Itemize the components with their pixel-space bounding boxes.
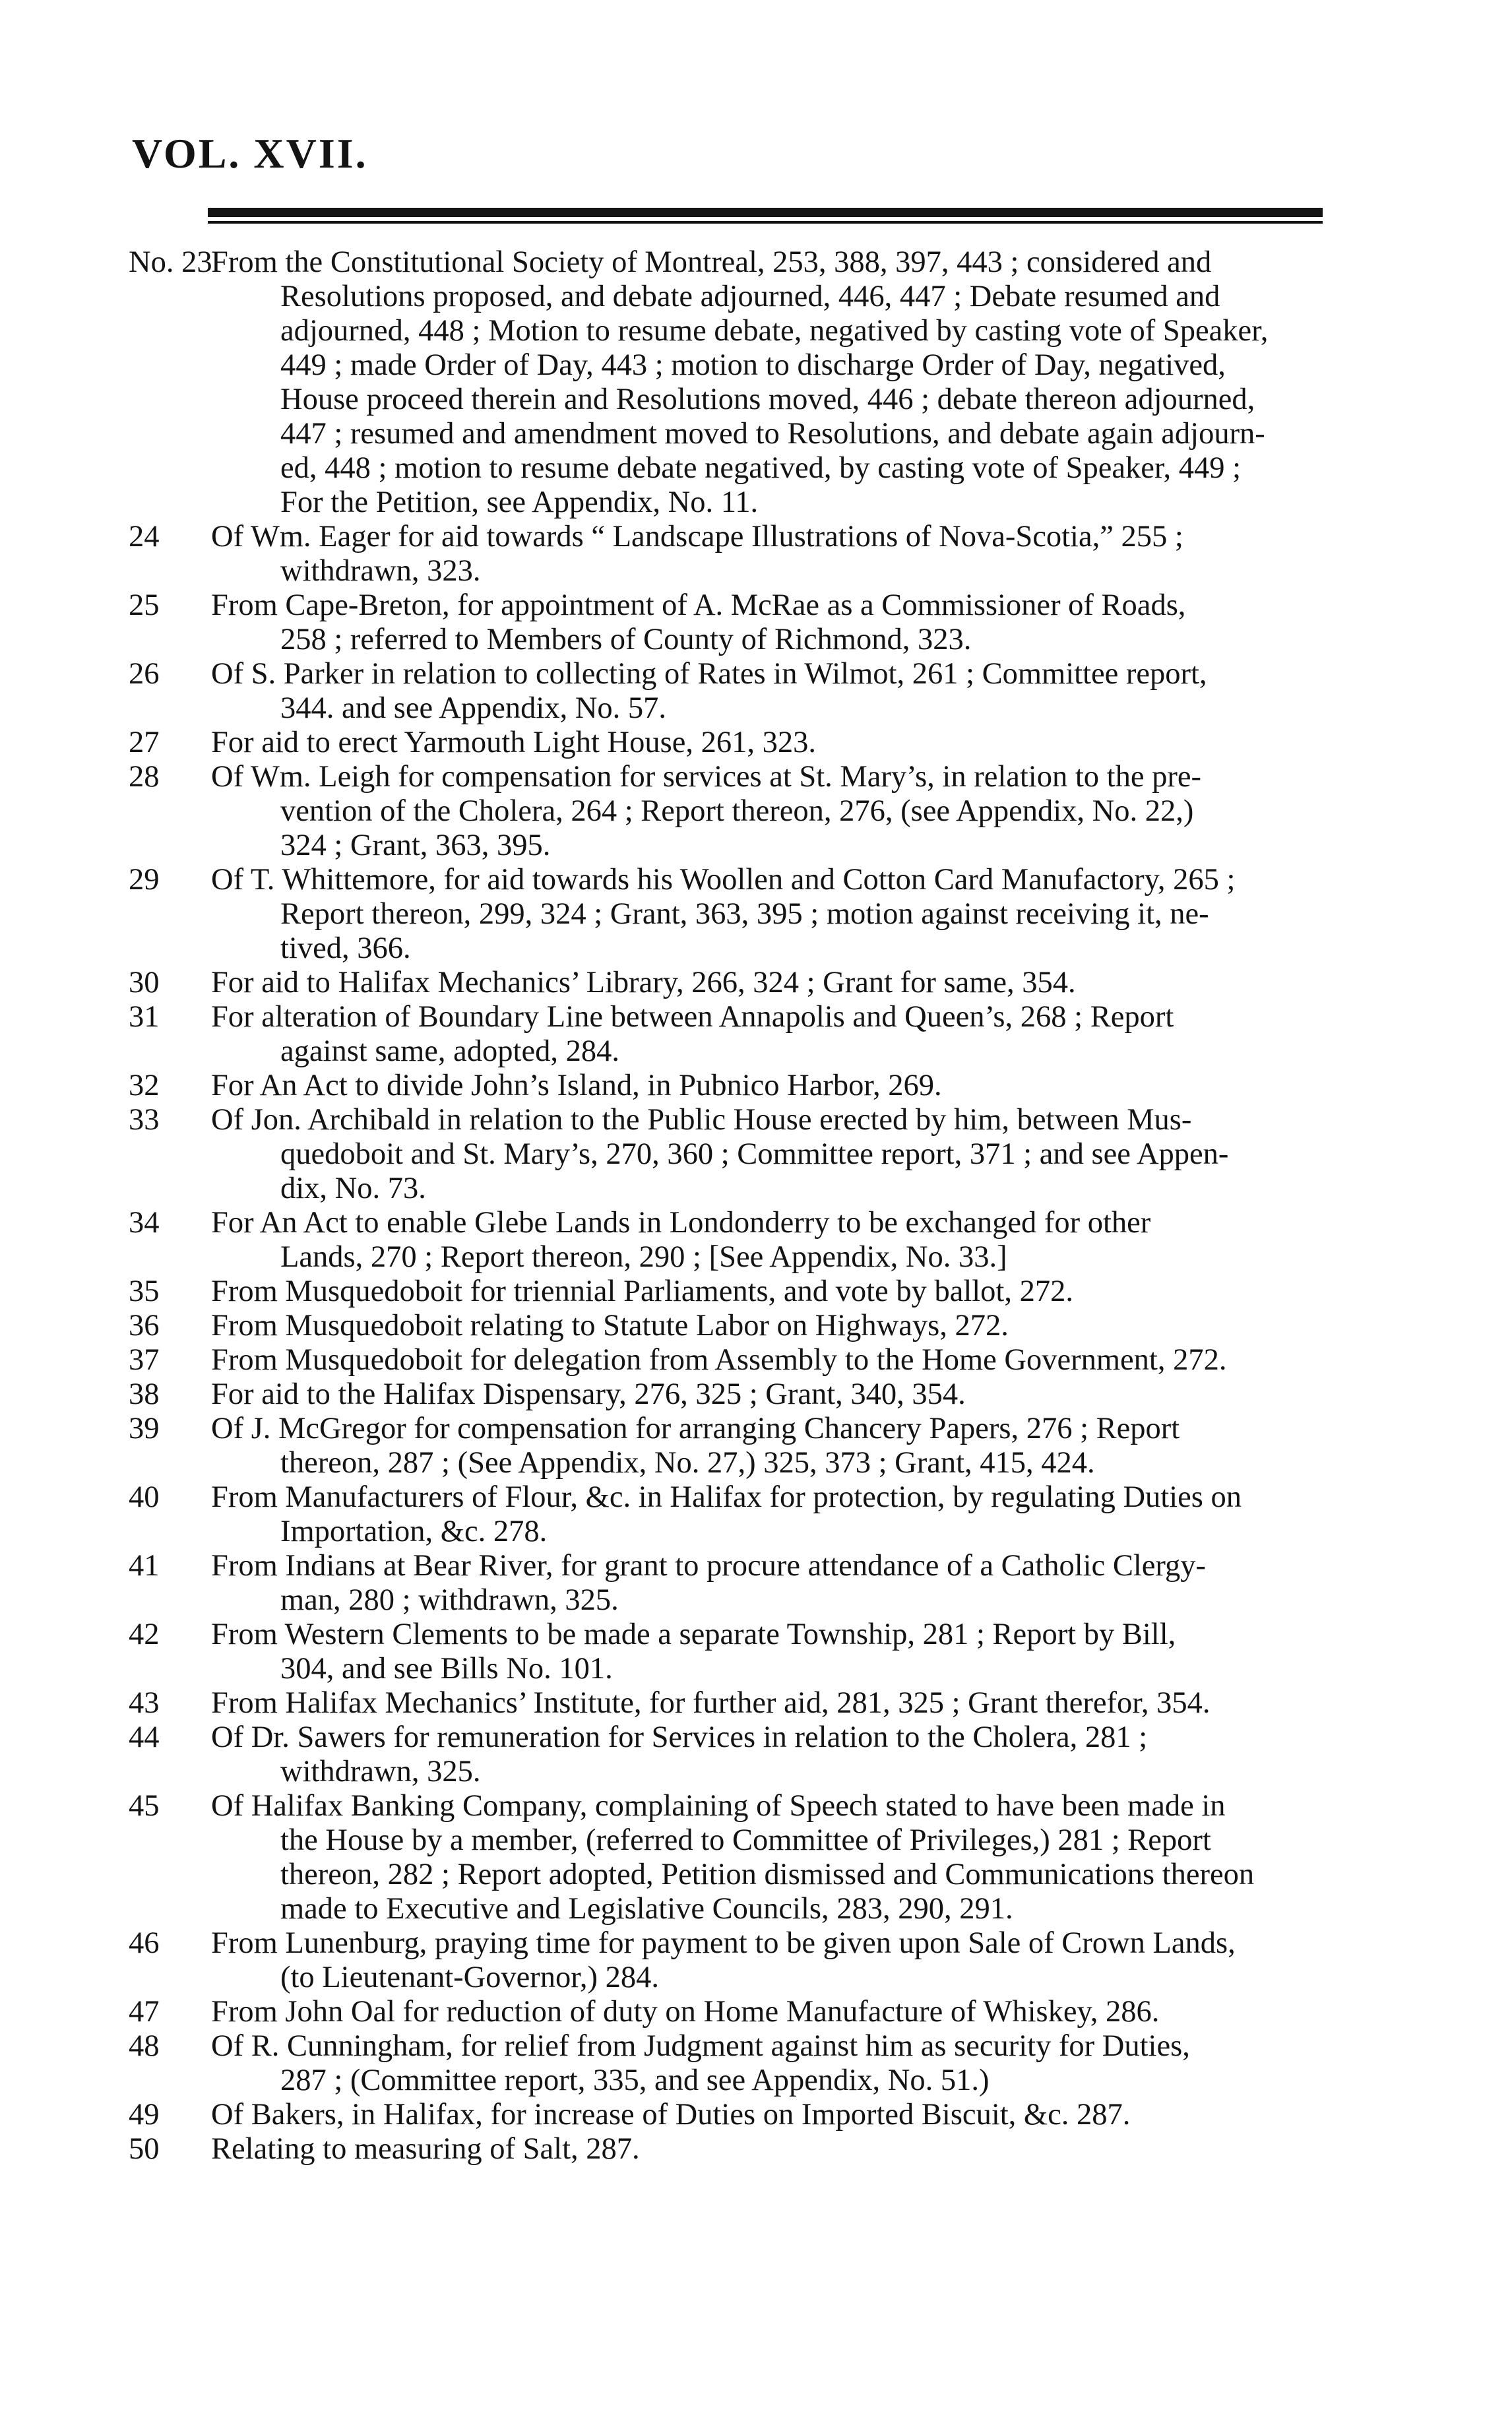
petition-entry — [129, 2098, 1336, 2132]
petition-number: 48 — [129, 2029, 160, 2063]
petition-text-continuation: vention of the Cholera, 264 ; Report thereon, 276, (see Appendix, No. 22,) — [280, 794, 1194, 828]
petition-text: Of Jon. Archibald in relation to the Public House erected by him, between Mus- — [211, 1103, 1192, 1137]
petition-text-continuation: Report thereon, 299, 324 ; Grant, 363, 395 ; motion against receiving it, ne- — [280, 897, 1209, 931]
petition-text-continuation: Lands, 270 ; Report thereon, 290 ; [See Appendix, No. 33.] — [280, 1240, 1007, 1274]
petition-number: 38 — [129, 1377, 160, 1411]
petition-number: 27 — [129, 726, 160, 759]
petition-text: From Indians at Bear River, for grant to procure attendance of a Catholic Clergy- — [211, 1549, 1207, 1583]
petition-entry — [129, 966, 1336, 1000]
petition-entry — [129, 760, 1336, 863]
petition-number: 28 — [129, 760, 160, 794]
petition-text: Of T. Whittemore, for aid towards his Woollen and Cotton Card Manufactory, 265 ; — [211, 863, 1236, 897]
petition-number: 43 — [129, 1686, 160, 1720]
petition-text-continuation: thereon, 282 ; Report adopted, Petition dismissed and Communications thereon — [280, 1858, 1255, 1891]
petition-entry — [129, 726, 1336, 760]
petition-entry — [129, 2132, 1336, 2166]
petition-entry — [129, 1309, 1336, 1343]
petition-text: For alteration of Boundary Line between Annapolis and Queen’s, 268 ; Report — [211, 1000, 1174, 1034]
petition-text: For aid to the Halifax Dispensary, 276, 325 ; Grant, 340, 354. — [211, 1377, 966, 1411]
petition-text-continuation: For the Petition, see Appendix, No. 11. — [280, 486, 759, 519]
petition-text: From Manufacturers of Flour, &c. in Halifax for protection, by regulating Duties on — [211, 1480, 1242, 1514]
petition-entry — [129, 2029, 1336, 2098]
petition-text-continuation: against same, adopted, 284. — [280, 1034, 619, 1068]
petition-text-continuation: House proceed therein and Resolutions moved, 446 ; debate thereon adjourned, — [280, 383, 1255, 416]
petition-text: Of R. Cunningham, for relief from Judgment against him as security for Duties, — [211, 2029, 1190, 2063]
petition-entry — [129, 1275, 1336, 1309]
petition-text-continuation: withdrawn, 325. — [280, 1755, 481, 1788]
petition-entry — [129, 1549, 1336, 1618]
petition-entry — [129, 863, 1336, 966]
petition-number: 31 — [129, 1000, 160, 1034]
petition-entry — [129, 588, 1336, 657]
petition-text-continuation: made to Executive and Legislative Councils, 283, 290, 291. — [280, 1892, 1013, 1926]
petition-entry — [129, 1995, 1336, 2029]
petition-entry — [129, 1206, 1336, 1275]
petition-text-continuation: quedoboit and St. Mary’s, 270, 360 ; Committee report, 371 ; and see Appen- — [280, 1137, 1229, 1171]
petition-text-continuation: adjourned, 448 ; Motion to resume debate, negatived by casting vote of Speaker, — [280, 314, 1269, 348]
header-rule-thick — [208, 208, 1323, 217]
petition-text-continuation: 304, and see Bills No. 101. — [280, 1652, 613, 1686]
petition-number: 36 — [129, 1309, 160, 1342]
petition-text-continuation: 258 ; referred to Members of County of Richmond, 323. — [280, 623, 972, 656]
header-rule-thin — [208, 221, 1323, 224]
petition-number: 26 — [129, 657, 160, 691]
petition-entry — [129, 1343, 1336, 1377]
petition-number: 29 — [129, 863, 160, 897]
petition-text: From Musquedoboit for delegation from Assembly to the Home Government, 272. — [211, 1343, 1227, 1377]
petition-entry — [129, 657, 1336, 726]
petition-entry — [129, 1103, 1336, 1206]
petition-text: For aid to erect Yarmouth Light House, 261, 323. — [211, 726, 816, 759]
petition-number: 50 — [129, 2132, 160, 2166]
petition-text: For aid to Halifax Mechanics’ Library, 266, 324 ; Grant for same, 354. — [211, 966, 1076, 999]
petition-entry — [129, 1926, 1336, 1995]
petition-number: 40 — [129, 1480, 160, 1514]
petition-number: 44 — [129, 1721, 160, 1754]
petition-text: Of Wm. Eager for aid towards “ Landscape Illustrations of Nova-Scotia,” 255 ; — [211, 520, 1183, 553]
petition-text: From Lunenburg, praying time for payment to be given upon Sale of Crown Lands, — [211, 1926, 1236, 1960]
petition-text-continuation: Resolutions proposed, and debate adjourned, 446, 447 ; Debate resumed and — [280, 280, 1220, 313]
petition-text: From Musquedoboit relating to Statute Labor on Highways, 272. — [211, 1309, 1009, 1342]
petition-number: 37 — [129, 1343, 160, 1377]
petition-entry — [129, 1721, 1336, 1789]
petition-text-continuation: thereon, 287 ; (See Appendix, No. 27,) 325, 373 ; Grant, 415, 424. — [280, 1446, 1095, 1480]
petition-number: No. 23 — [129, 245, 212, 279]
petition-text: Of Bakers, in Halifax, for increase of Duties on Imported Biscuit, &c. 287. — [211, 2098, 1131, 2131]
petition-text-continuation: (to Lieutenant-Governor,) 284. — [280, 1961, 660, 1994]
volume-header: VOL. XVII. — [132, 130, 368, 177]
petition-number: 41 — [129, 1549, 160, 1583]
petition-number: 39 — [129, 1412, 160, 1445]
petition-number: 25 — [129, 588, 160, 622]
petition-entry — [129, 1412, 1336, 1480]
petition-text: Of Halifax Banking Company, complaining of Speech stated to have been made in — [211, 1789, 1226, 1823]
petition-number: 34 — [129, 1206, 160, 1240]
petition-text: For An Act to enable Glebe Lands in Londonderry to be exchanged for other — [211, 1206, 1151, 1240]
petition-text: From Cape-Breton, for appointment of A. McRae as a Commissioner of Roads, — [211, 588, 1186, 622]
petition-entry — [129, 1686, 1336, 1721]
petition-text: Of J. McGregor for compensation for arranging Chancery Papers, 276 ; Report — [211, 1412, 1180, 1445]
petition-text-continuation: withdrawn, 323. — [280, 554, 481, 588]
petition-text: For An Act to divide John’s Island, in Pubnico Harbor, 269. — [211, 1069, 942, 1102]
petition-number: 24 — [129, 520, 160, 553]
petition-text-continuation: dix, No. 73. — [280, 1172, 426, 1205]
petition-text-continuation: Importation, &c. 278. — [280, 1515, 548, 1548]
petition-text-continuation: 324 ; Grant, 363, 395. — [280, 829, 551, 862]
petition-number: 45 — [129, 1789, 160, 1823]
petition-number: 49 — [129, 2098, 160, 2131]
petition-entry — [129, 1480, 1336, 1549]
petition-text-continuation: 287 ; (Committee report, 335, and see Appendix, No. 51.) — [280, 2064, 990, 2097]
petition-text-continuation: 447 ; resumed and amendment moved to Resolutions, and debate again adjourn- — [280, 417, 1265, 451]
petition-text: From Musquedoboit for triennial Parliaments, and vote by ballot, 272. — [211, 1275, 1073, 1308]
petition-number: 46 — [129, 1926, 160, 1960]
petition-number: 33 — [129, 1103, 160, 1137]
petition-text: Of Wm. Leigh for compensation for services at St. Mary’s, in relation to the pre- — [211, 760, 1201, 794]
petition-entry — [129, 1000, 1336, 1069]
petition-text: Of S. Parker in relation to collecting of Rates in Wilmot, 261 ; Committee report, — [211, 657, 1207, 691]
petition-text: From Halifax Mechanics’ Institute, for further aid, 281, 325 ; Grant therefor, 354. — [211, 1686, 1211, 1720]
petition-list — [129, 245, 1336, 2166]
petition-number: 32 — [129, 1069, 160, 1102]
petition-text-continuation: ed, 448 ; motion to resume debate negatived, by casting vote of Speaker, 449 ; — [280, 451, 1242, 485]
petition-entry — [129, 1069, 1336, 1103]
petition-number: 47 — [129, 1995, 160, 2029]
petition-entry — [129, 1789, 1336, 1926]
petition-number: 30 — [129, 966, 160, 999]
petition-entry — [129, 1618, 1336, 1686]
petition-text-continuation: the House by a member, (referred to Committee of Privileges,) 281 ; Report — [280, 1823, 1211, 1857]
petition-entry — [129, 1377, 1336, 1412]
petition-text: From the Constitutional Society of Montreal, 253, 388, 397, 443 ; considered and — [211, 245, 1212, 279]
petition-text: Of Dr. Sawers for remuneration for Services in relation to the Cholera, 281 ; — [211, 1721, 1148, 1754]
petition-number: 42 — [129, 1618, 160, 1651]
petition-text: From Western Clements to be made a separate Township, 281 ; Report by Bill, — [211, 1618, 1176, 1651]
petition-text: Relating to measuring of Salt, 287. — [211, 2132, 640, 2166]
petition-text-continuation: tived, 366. — [280, 931, 411, 965]
petition-text: From John Oal for reduction of duty on Home Manufacture of Whiskey, 286. — [211, 1995, 1160, 2029]
petition-entry — [129, 245, 1336, 520]
petition-number: 35 — [129, 1275, 160, 1308]
petition-text-continuation: 449 ; made Order of Day, 443 ; motion to discharge Order of Day, negatived, — [280, 348, 1226, 382]
petition-entry — [129, 520, 1336, 588]
petition-text-continuation: man, 280 ; withdrawn, 325. — [280, 1583, 619, 1617]
petition-text-continuation: 344. and see Appendix, No. 57. — [280, 691, 667, 725]
